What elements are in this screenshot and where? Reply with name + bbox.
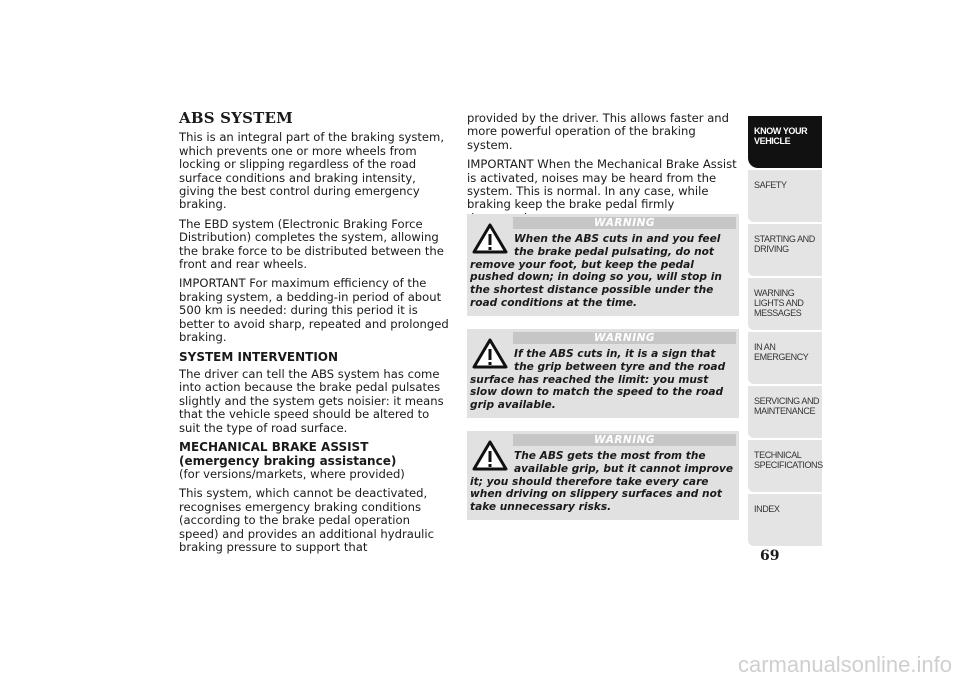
paragraph: This system, which cannot be deactivated, recognises emergency braking conditions (according to the brake pedal operation speed) and provides an additional hydraulic braking pressure to support that [179,486,435,555]
paragraph: IMPORTANT For maximum efficiency of the braking system, a bedding-in period of about 500 km is needed: during this period it is better to avoid sharp, repeated and prolonged braking. [179,276,449,345]
tab-warning-lights[interactable]: WARNING LIGHTS AND MESSAGES [748,278,822,330]
tab-servicing-maintenance[interactable]: SERVICING AND MAINTENANCE [748,386,822,438]
subheading-system-intervention: SYSTEM INTERVENTION [179,349,339,364]
chapter-tabs [748,116,822,548]
tab-index[interactable]: INDEX [748,494,822,546]
paragraph: The driver can tell the ABS system has come into action because the brake pedal pulsates slightly and the system gets noisier: it means that the vehicle speed should be altered to suit the type of road surface. [179,367,444,435]
paragraph: This is an integral part of the braking system, which prevents one or more wheels from locking or slipping regardless of the road surface conditions and braking intensity, giving the best control during emergency braking. [179,130,445,212]
warning-text: When the ABS cuts in and you feel the brake pedal pulsating, do not remove your foot, but keep the pedal pushed down; in doing so you, will stop in the shortest distance possible under the road conditions at the time. [470,233,722,309]
warning-title: WARNING [513,434,736,446]
warning-box [467,214,739,316]
versions-note: (for versions/markets, where provided) [179,467,405,482]
paragraph: IMPORTANT When the Mechanical Brake Assist is activated, noises may be heard from the system. This is normal. In any case, while braking keep the brake pedal firmly [467,157,737,212]
tab-in-an-emergency[interactable]: IN AN EMERGENCY [748,332,822,384]
tab-starting-and-driving[interactable]: STARTING AND DRIVING [748,224,822,276]
subheading-brake-assist: MECHANICAL BRAKE ASSIST (emergency braking assistance) [179,440,397,468]
warning-box [467,329,739,418]
tab-know-your-vehicle[interactable]: KNOW YOUR VEHICLE [748,116,822,168]
paragraph: The EBD system (Electronic Braking Force Distribution) completes the system, allowing the brake force to be distributed between the front and rear wheels. [179,216,444,272]
warning-triangle-icon [472,338,508,369]
section-heading-abs: ABS SYSTEM [179,109,293,127]
warning-title: WARNING [513,217,736,229]
warning-text: If the ABS cuts in, it is a sign that the grip between tyre and the road surface has reached the limit: you must slow down to match the speed to the road grip available. [470,348,726,412]
warning-triangle-icon [472,223,508,254]
warning-title: WARNING [513,332,736,344]
tab-safety[interactable]: SAFETY [748,170,822,222]
left-column [179,109,451,560]
watermark: carmanualsonline.info [737,652,952,677]
page-number: 69 [760,548,780,564]
warning-text: The ABS gets the most from the available grip, but it cannot improve it; you should therefore take every care when driving on slippery surfaces and not take unnecessary risks. [470,450,734,514]
tab-technical-specifications[interactable]: TECHNICAL SPECIFICATIONS [748,440,822,492]
warning-triangle-icon [472,440,508,471]
warning-box [467,431,739,520]
paragraph: provided by the driver. This allows faster and more powerful operation of the braking system. [467,111,730,152]
